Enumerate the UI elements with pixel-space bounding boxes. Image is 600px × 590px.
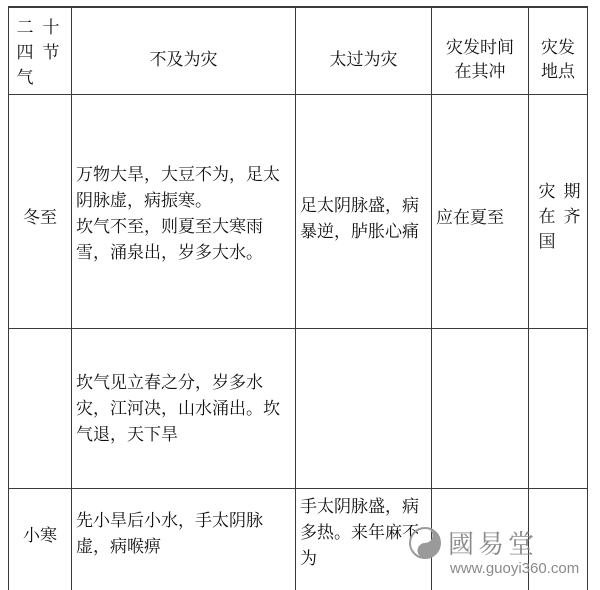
header-row-divider (8, 94, 588, 95)
row-deficiency (76, 508, 292, 560)
row-divider-2 (8, 488, 588, 489)
header-excess: 太过为灾 (329, 50, 398, 70)
row-excess: 手太阴脉盛，病多热。来年麻不为 (300, 497, 419, 569)
table-border-top (8, 6, 588, 8)
place-char: 国 (538, 232, 556, 252)
header-char: 节 (42, 43, 60, 63)
row-time: 应在夏至 (436, 208, 504, 228)
place-char: 灾 (538, 182, 556, 202)
header-char: 二 (16, 18, 34, 38)
header-time-line2: 在其冲 (454, 62, 506, 82)
deficiency-paragraph: 坎气不至，则夏至大寒雨雪，涌泉出，岁多大水。 (76, 217, 263, 263)
place-char: 期 (563, 182, 581, 202)
yin-yang-icon (408, 526, 442, 560)
header-solar-term-left-column (16, 16, 34, 91)
header-place-line1: 灾发 (541, 38, 575, 58)
column-divider-right (587, 6, 588, 590)
header-char: 四 (16, 43, 34, 63)
deficiency-paragraph: 万物大旱，大豆不为，足太阴脉虚，病振寒。 (76, 165, 280, 211)
watermark-name: 國易堂 (448, 530, 539, 560)
header-place (529, 36, 587, 84)
row-deficiency (76, 162, 292, 266)
header-solar-term-right-column (42, 16, 60, 66)
header-time-line1: 灾发时间 (446, 38, 514, 58)
column-divider-1 (71, 6, 72, 590)
header-char: 十 (42, 18, 60, 38)
column-divider-3 (431, 6, 432, 590)
header-deficiency: 不及为灾 (149, 50, 218, 70)
deficiency-paragraph: 先小旱后小水，手太阴脉虚，病喉痹 (76, 511, 263, 557)
deficiency-paragraph: 坎气见立春之分，岁多水灾，江河决，山水涌出。坎气退，天下旱 (76, 373, 280, 445)
row-term: 冬至 (23, 208, 57, 228)
column-divider-2 (295, 6, 296, 590)
row-term: 小寒 (23, 526, 57, 546)
site-watermark (404, 520, 594, 586)
header-char: 气 (16, 68, 34, 88)
watermark-url: www.guoyi360.com (450, 560, 580, 577)
row-place-left-column (538, 180, 556, 255)
row-place-right-column (563, 180, 581, 230)
row-divider-1 (8, 328, 588, 329)
place-char: 在 (538, 207, 556, 227)
column-divider-left (8, 6, 9, 590)
place-char: 齐 (563, 207, 581, 227)
header-time (432, 36, 528, 84)
row-excess: 足太阴脉盛，病暴逆，胪胀心痛 (300, 196, 419, 242)
column-divider-4 (528, 6, 529, 590)
header-place-line2: 地点 (541, 62, 575, 82)
row-deficiency (76, 370, 292, 448)
